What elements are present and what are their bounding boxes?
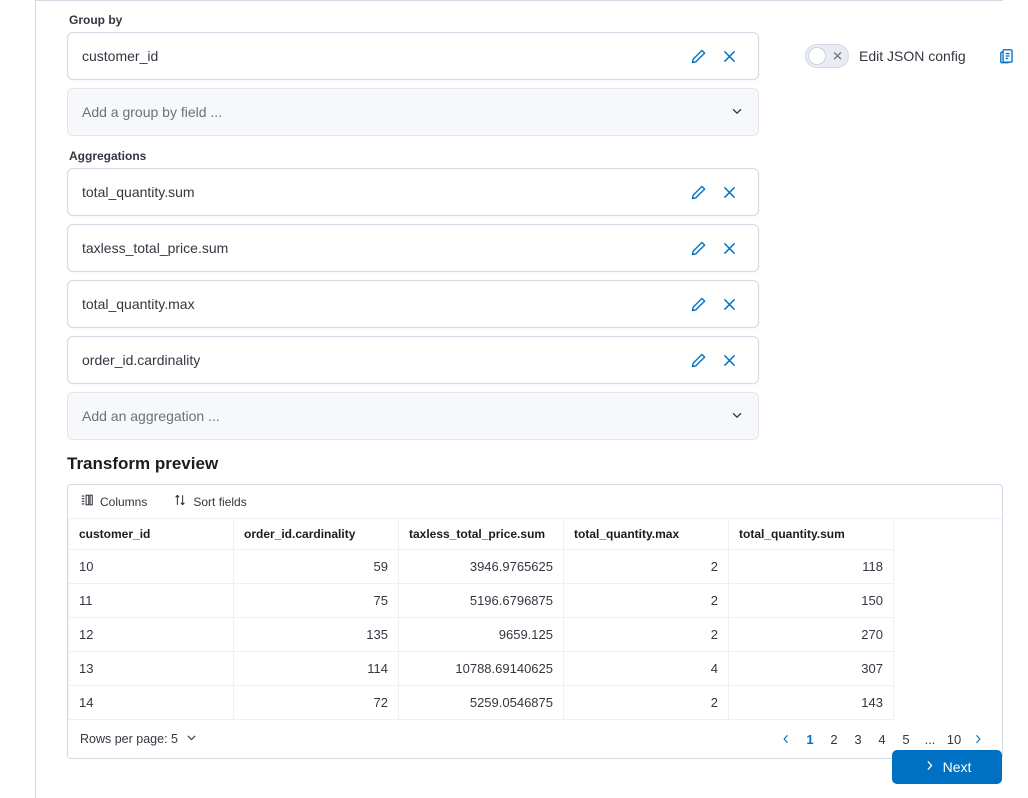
cell-total-quantity-max: 2 xyxy=(564,584,729,618)
aggregation-item-actions xyxy=(690,240,744,257)
add-aggregation-placeholder: Add an aggregation ... xyxy=(82,408,220,424)
pagination-next[interactable] xyxy=(966,727,990,751)
cell-total-quantity-sum: 143 xyxy=(729,686,894,720)
aggregations-label: Aggregations xyxy=(69,149,147,163)
aggregation-item-actions xyxy=(690,352,744,369)
cell-taxless-total-price-sum: 5259.0546875 xyxy=(399,686,564,720)
cell-taxless-total-price-sum: 10788.69140625 xyxy=(399,652,564,686)
add-group-by-field-select[interactable] xyxy=(67,88,759,136)
edit-json-config-label: Edit JSON config xyxy=(859,48,966,64)
pagination-page-3[interactable]: 3 xyxy=(854,731,862,747)
column-header[interactable]: total_quantity.sum xyxy=(729,519,894,550)
cell-order-id-cardinality: 59 xyxy=(234,550,399,584)
table-toolbar xyxy=(68,485,1002,519)
pencil-icon[interactable] xyxy=(690,184,707,201)
left-rail xyxy=(0,0,36,798)
pagination-page-2[interactable]: 2 xyxy=(830,731,838,747)
next-button-label: Next xyxy=(942,759,972,775)
sort-icon xyxy=(173,493,187,510)
cell-total-quantity-max: 2 xyxy=(564,550,729,584)
cell-customer-id: 11 xyxy=(69,584,234,618)
transform-preview-table xyxy=(68,519,894,720)
column-header[interactable]: customer_id xyxy=(69,519,234,550)
pagination-prev[interactable] xyxy=(774,727,798,751)
columns-label: Columns xyxy=(100,494,148,509)
pencil-icon[interactable] xyxy=(690,48,707,65)
table-header-row xyxy=(69,519,894,550)
cell-taxless-total-price-sum: 5196.6796875 xyxy=(399,584,564,618)
add-aggregation-select[interactable] xyxy=(67,392,759,440)
cell-total-quantity-sum: 270 xyxy=(729,618,894,652)
cell-total-quantity-sum: 150 xyxy=(729,584,894,618)
close-icon[interactable] xyxy=(721,240,738,257)
transform-preview-title: Transform preview xyxy=(67,454,219,473)
group-by-label: Group by xyxy=(69,13,123,27)
cell-customer-id: 14 xyxy=(69,686,234,720)
transform-preview-table-block xyxy=(67,484,1003,759)
pagination-page-4[interactable]: 4 xyxy=(878,731,886,747)
cell-taxless-total-price-sum: 3946.9765625 xyxy=(399,550,564,584)
cell-customer-id: 10 xyxy=(69,550,234,584)
content-area xyxy=(36,0,1028,798)
rows-per-page-select[interactable] xyxy=(80,731,198,747)
cell-customer-id: 12 xyxy=(69,618,234,652)
columns-button[interactable] xyxy=(80,493,147,510)
aggregation-item-label: order_id.cardinality xyxy=(82,352,201,368)
aggregation-item-label: total_quantity.sum xyxy=(82,184,195,200)
column-header[interactable]: order_id.cardinality xyxy=(234,519,399,550)
table-row xyxy=(69,550,894,584)
close-icon[interactable] xyxy=(721,352,738,369)
close-icon[interactable] xyxy=(721,296,738,313)
cell-order-id-cardinality: 114 xyxy=(234,652,399,686)
aggregation-item-label: taxless_total_price.sum xyxy=(82,240,229,256)
cell-taxless-total-price-sum: 9659.125 xyxy=(399,618,564,652)
table-row xyxy=(69,652,894,686)
pagination-page-1[interactable]: 1 xyxy=(806,731,814,747)
aggregation-item-label: total_quantity.max xyxy=(82,296,195,312)
pagination-page-10[interactable]: 10 xyxy=(946,731,962,747)
columns-icon xyxy=(80,493,94,510)
close-icon[interactable] xyxy=(721,48,738,65)
add-group-by-field-placeholder: Add a group by field ... xyxy=(82,104,223,120)
group-by-list xyxy=(67,32,759,136)
rows-per-page-label: Rows per page: 5 xyxy=(80,732,178,746)
pencil-icon[interactable] xyxy=(690,352,707,369)
aggregation-item[interactable] xyxy=(67,168,759,216)
cell-order-id-cardinality: 72 xyxy=(234,686,399,720)
cell-order-id-cardinality: 135 xyxy=(234,618,399,652)
aggregation-item-actions xyxy=(690,184,744,201)
pagination-ellipsis: ... xyxy=(924,731,936,747)
pagination xyxy=(774,727,990,751)
table-row xyxy=(69,584,894,618)
aggregation-item[interactable] xyxy=(67,224,759,272)
cell-total-quantity-max: 4 xyxy=(564,652,729,686)
table-row xyxy=(69,618,894,652)
table-footer xyxy=(68,720,1002,758)
cell-total-quantity-max: 2 xyxy=(564,686,729,720)
column-header[interactable]: total_quantity.max xyxy=(564,519,729,550)
cell-order-id-cardinality: 75 xyxy=(234,584,399,618)
cell-total-quantity-max: 2 xyxy=(564,618,729,652)
group-by-item[interactable] xyxy=(67,32,759,80)
cell-total-quantity-sum: 307 xyxy=(729,652,894,686)
chevron-right-icon xyxy=(923,759,936,775)
group-by-item-actions xyxy=(690,48,744,65)
chevron-down-icon xyxy=(730,408,744,425)
pencil-icon[interactable] xyxy=(690,240,707,257)
toggle-knob xyxy=(808,47,826,65)
chevron-down-icon xyxy=(185,731,198,747)
copy-icon[interactable] xyxy=(998,47,1016,65)
edit-json-config-row xyxy=(805,44,1016,68)
table-row xyxy=(69,686,894,720)
column-header[interactable]: taxless_total_price.sum xyxy=(399,519,564,550)
aggregation-item-actions xyxy=(690,296,744,313)
cell-customer-id: 13 xyxy=(69,652,234,686)
sort-fields-button[interactable] xyxy=(173,493,246,510)
aggregation-item[interactable] xyxy=(67,280,759,328)
aggregations-list xyxy=(67,168,759,440)
sort-fields-label: Sort fields xyxy=(193,494,247,509)
pagination-page-5[interactable]: 5 xyxy=(902,731,910,747)
chevron-down-icon xyxy=(730,104,744,121)
aggregation-item[interactable] xyxy=(67,336,759,384)
close-icon[interactable] xyxy=(721,184,738,201)
next-button[interactable] xyxy=(892,750,1002,784)
pencil-icon[interactable] xyxy=(690,296,707,313)
group-by-item-label: customer_id xyxy=(82,48,159,64)
close-icon: ✕ xyxy=(832,48,843,64)
edit-json-config-toggle[interactable] xyxy=(805,44,849,68)
cell-total-quantity-sum: 118 xyxy=(729,550,894,584)
